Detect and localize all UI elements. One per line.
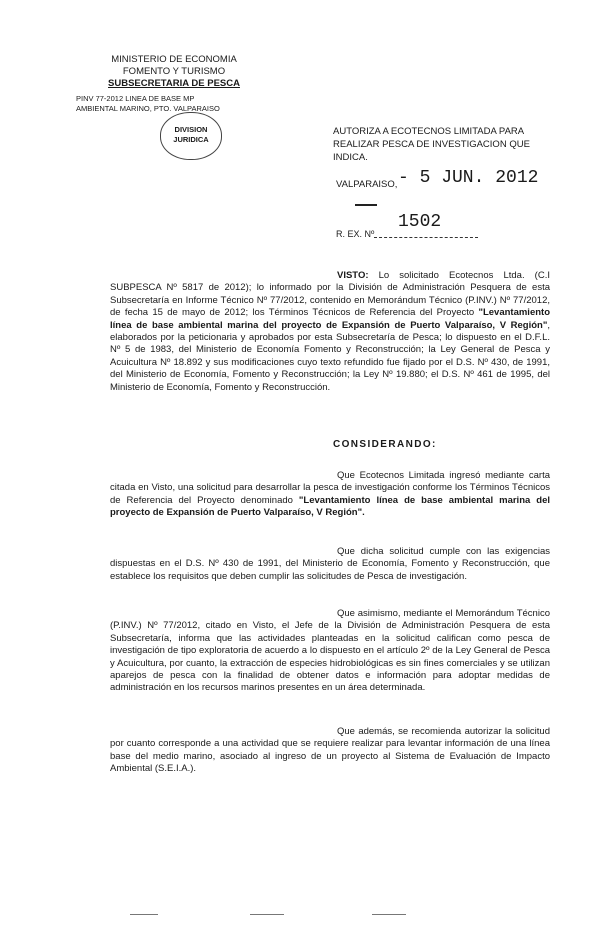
p1-text: Que Ecotecnos Limitada ingresó mediante carta citada en Visto, una solicitud para desarrollar la pesca de investigación conforme los Términos Técnicos de Referencia del Proyecto denominado [110, 470, 550, 506]
scan-mark-right [372, 914, 406, 915]
subsecretaria-name: SUBSECRETARIA DE PESCA [108, 78, 240, 89]
stamp-line-2: JURIDICA [173, 135, 209, 144]
scan-mark-left [130, 914, 158, 915]
resolution-label: R. EX. Nº [336, 229, 375, 239]
reference-note [76, 94, 220, 113]
ministry-name: MINISTERIO DE ECONOMIA [111, 54, 237, 65]
considerando-heading: CONSIDERANDO: [333, 439, 437, 450]
scan-mark-middle [250, 914, 284, 915]
visto-paragraph [110, 270, 550, 394]
handwritten-mark [355, 204, 377, 206]
resolution-number-line [374, 237, 478, 238]
considerando-paragraph-3 [110, 608, 550, 695]
p1-project-name: "Levantamiento línea de base ambiental marina del proyecto de Expansión de Puerto Valparaíso, V Región". [110, 494, 550, 519]
visto-label: VISTO: [337, 270, 369, 281]
division-juridica-stamp [160, 112, 222, 160]
ministry-subname: FOMENTO Y TURISMO [122, 66, 226, 77]
resolution-subject: AUTORIZA A ECOTECNOS LIMITADA PARA REALIZAR PESCA DE INVESTIGACION QUE INDICA. [333, 126, 530, 163]
considerando-paragraph-4 [110, 726, 550, 776]
visto-project-name: "Levantamiento línea de base ambiental marina del proyecto de Expansión de Puerto Valparaíso, V Región" [110, 307, 550, 331]
considerando-paragraph-1 [110, 470, 550, 520]
reference-line-2: AMBIENTAL MARINO, PTO. VALPARAISO [76, 103, 220, 113]
visto-text-b: , elaborados por la peticionaria y aprobados por esta Subsecretaría de Pesca; lo dispuesto en el D.F.L. Nº 5 de 1983, del Ministerio de Economía Fomento y Reconstrucción; la Ley General de Pesca y Acuicultura Nº 18.892 y sus modificaciones cuyo texto refundido fue fijado por el D.S. Nº 430, de 1991, del Ministerio de Economía, Fomento y Reconstrucción; la Ley Nº 19.880; el D.S. Nº 461 de 1995, del Ministerio de Economía, Fomento y Reconstrucción. [110, 319, 550, 393]
date-stamp: - 5 JUN. 2012 [398, 168, 539, 188]
p4-text: Que además, se recomienda autorizar la solicitud por cuanto corresponde a una actividad que se requiere realizar para levantar información de una línea base del medio marino, asociado al ingreso de un proyecto al Sistema de Evaluación de Impacto Ambiental (S.E.I.A.). [110, 726, 550, 775]
p2-text: Que dicha solicitud cumple con las exigencias dispuestas en el D.S. Nº 430 de 1991, del Ministerio de Economía, Fomento y Reconstrucción, que establece los requisitos que deben cumplir las solicitudes de Pesca de investigación. [110, 546, 550, 582]
visto-text-a: Lo solicitado Ecotecnos Ltda. (C.I SUBPESCA Nº 5817 de 2012); lo informado por la División de Administración Pesquera de esta Subsecretaría en Informe Técnico Nº 77/2012, contenido en Memorándum Técnico (P.INV.) Nº 77/2012, de fecha 15 de mayo de 2012; los Términos Técnicos de Referencia del Proyecto [110, 270, 550, 319]
issuer-block [84, 54, 264, 90]
p3-text: Que asimismo, mediante el Memorándum Técnico (P.INV.) Nº 77/2012, citado en Visto, el Jefe de la División de Administración Pesquera de esta Subsecretaría, informa que las actividades planteadas en la solicitud califican como pesca de investigación de tipo exploratoria de acuerdo a lo dispuesto en el artículo 2º de la Ley General de Pesca y Acuicultura, por cuanto, la extracción de especies hidrobiológicas es sin fines comerciales y se utilizan aparejos de pesca con la finalidad de obtener datos e información para adoptar medidas de administración en los recursos marinos presentes en un área determinada. [110, 608, 550, 694]
reference-line-1: PINV 77-2012 LINEA DE BASE MP [76, 94, 195, 103]
resolution-number: 1502 [398, 212, 442, 232]
stamp-line-1: DIVISION [174, 125, 208, 134]
considerando-paragraph-2 [110, 546, 550, 583]
place: VALPARAISO, [336, 179, 398, 190]
